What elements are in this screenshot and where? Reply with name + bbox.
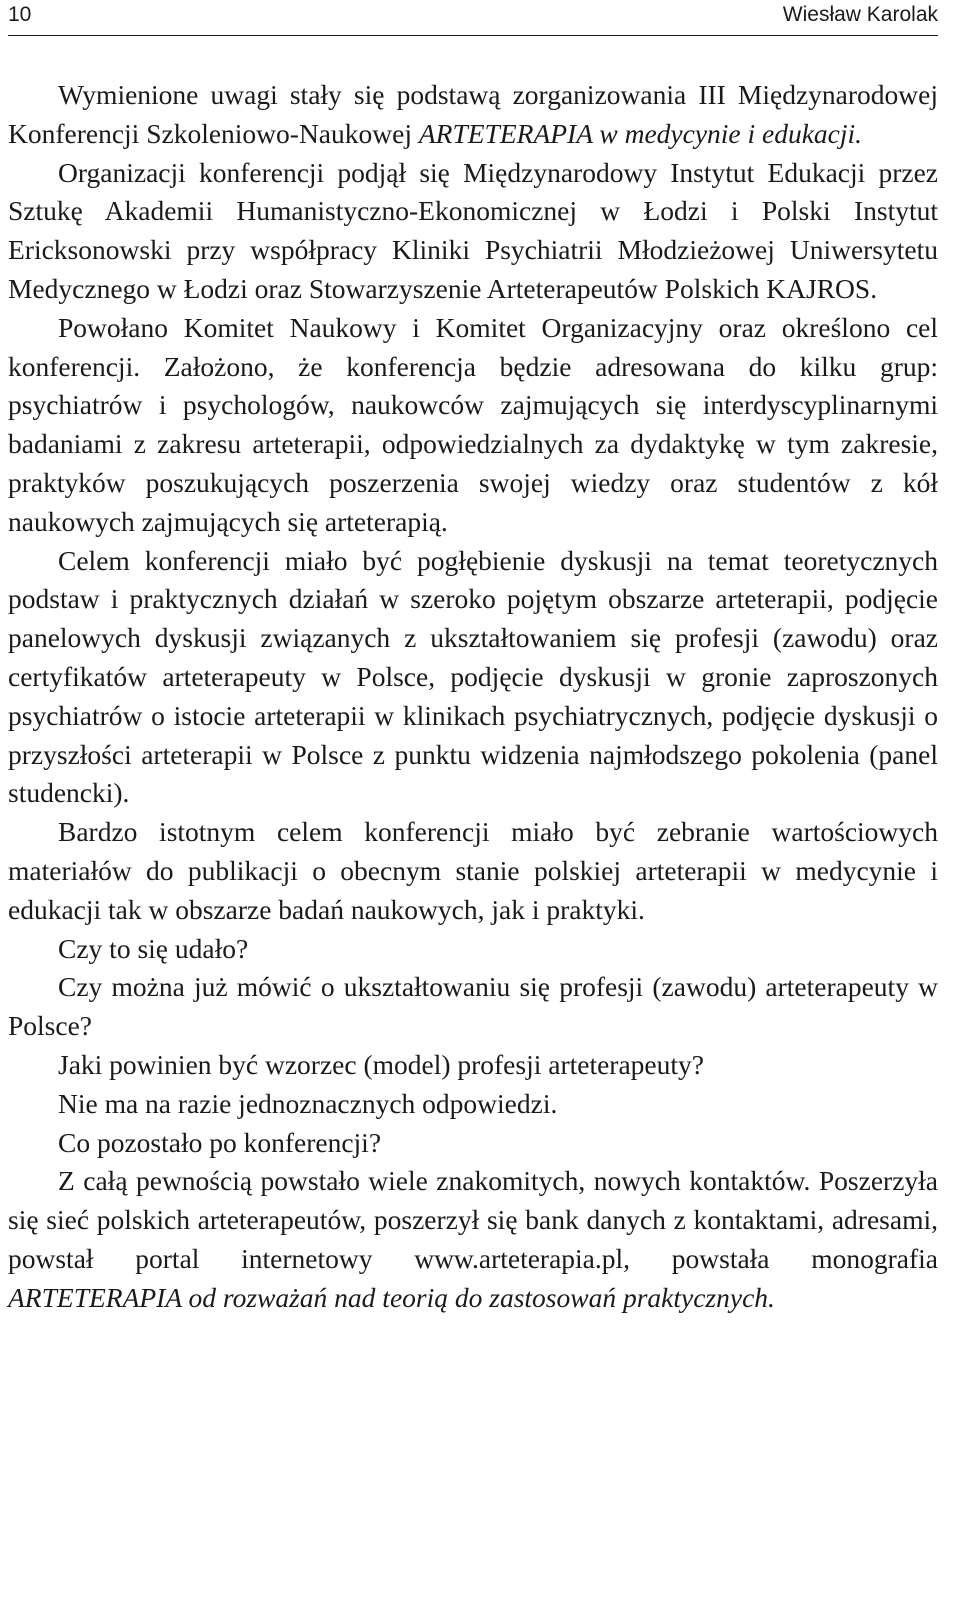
conference-title: ARTETERAPIA w medycynie i edukacji.: [418, 117, 863, 149]
paragraph-goals: Celem konferencji miało być pogłębienie dyskusji na temat teoretycznych podstaw i praktycznych działań w szeroko pojętym obszarze arteterapii, podjęcie panelowych dyskusji związanych z ukształtowaniem się profesji (zawodu) oraz certyfikatów arteterapeuty w Polsce, podjęcie dyskusji w gronie zaproszonych psychiatrów o istocie arteterapii w klinikach psychiatrycznych, podjęcie dyskusji o przyszłości arteterapii w Polsce z punktu widzenia najmłodszego pokolenia (panel studencki).: [8, 544, 938, 809]
paragraph-committees: Powołano Komitet Naukowy i Komitet Organizacyjny oraz określono cel konferencji. Założono, że konferencja będzie adresowana do kilku grup: psychiatrów i psychologów, naukowców zajmujących się interdyscyplinarnymi badaniami z zakresu arteterapii, odpowiedzialnych za dydaktykę w tym zakresie, praktyków poszukujących poszerzenia swojej wiedzy oraz studentów z kół naukowych zajmujących się arteterapią.: [8, 311, 938, 537]
body-text: [8, 76, 938, 1318]
paragraph-question-remains: Co pozostało po konferencji?: [58, 1126, 382, 1158]
paragraph-text: Wymienione uwagi stały się podstawą zorganizowania III Międzynarodowej Konferencji Szkoleniowo-Naukowej: [8, 79, 938, 149]
paragraph-conference-intro: [8, 76, 938, 154]
paragraph-organizers: Organizacji konferencji podjął się Międzynarodowy Instytut Edukacji przez Sztukę Akademii Humanistyczno-Ekonomicznej w Łodzi i Polski Instytut Ericksonowski przy współpracy Kliniki Psychiatrii Młodzieżowej Uniwersytetu Medycznego w Łodzi oraz Stowarzyszenie Arteterapeutów Polskich KAJROS.: [8, 156, 938, 304]
running-header: [8, 0, 938, 38]
paragraph-question-model: Jaki powinien być wzorzec (model) profesji arteterapeuty?: [58, 1048, 704, 1080]
page-number: 10: [8, 3, 32, 26]
paragraph-question-success: Czy to się udało?: [58, 932, 249, 964]
running-head-author: Wiesław Karolak: [782, 3, 938, 26]
paragraph-outcomes: [8, 1162, 938, 1317]
header-rule: [8, 35, 938, 36]
paragraph-question-profession: Czy można już mówić o ukształtowaniu się profesji (zawodu) arteterapeuty w Polsce?: [8, 971, 938, 1042]
paragraph-text: Z całą pewnością powstało wiele znakomitych, nowych kontaktów. Poszerzyła się sieć polskich arteterapeutów, poszerzył się bank danych z kontaktami, adresami, powstał portal internetowy www.arteterapia.pl, powstała monografia: [8, 1165, 938, 1274]
paragraph-publication-goal: Bardzo istotnym celem konferencji miało być zebranie wartościowych materiałów do publikacji o obecnym stanie polskiej arteterapii w medycynie i edukacji tak w obszarze badań naukowych, jak i praktyki.: [8, 816, 938, 925]
paragraph-no-answers: Nie ma na razie jednoznacznych odpowiedzi.: [58, 1087, 558, 1119]
monograph-title: ARTETERAPIA od rozważań nad teorią do zastosowań praktycznych.: [8, 1281, 775, 1313]
